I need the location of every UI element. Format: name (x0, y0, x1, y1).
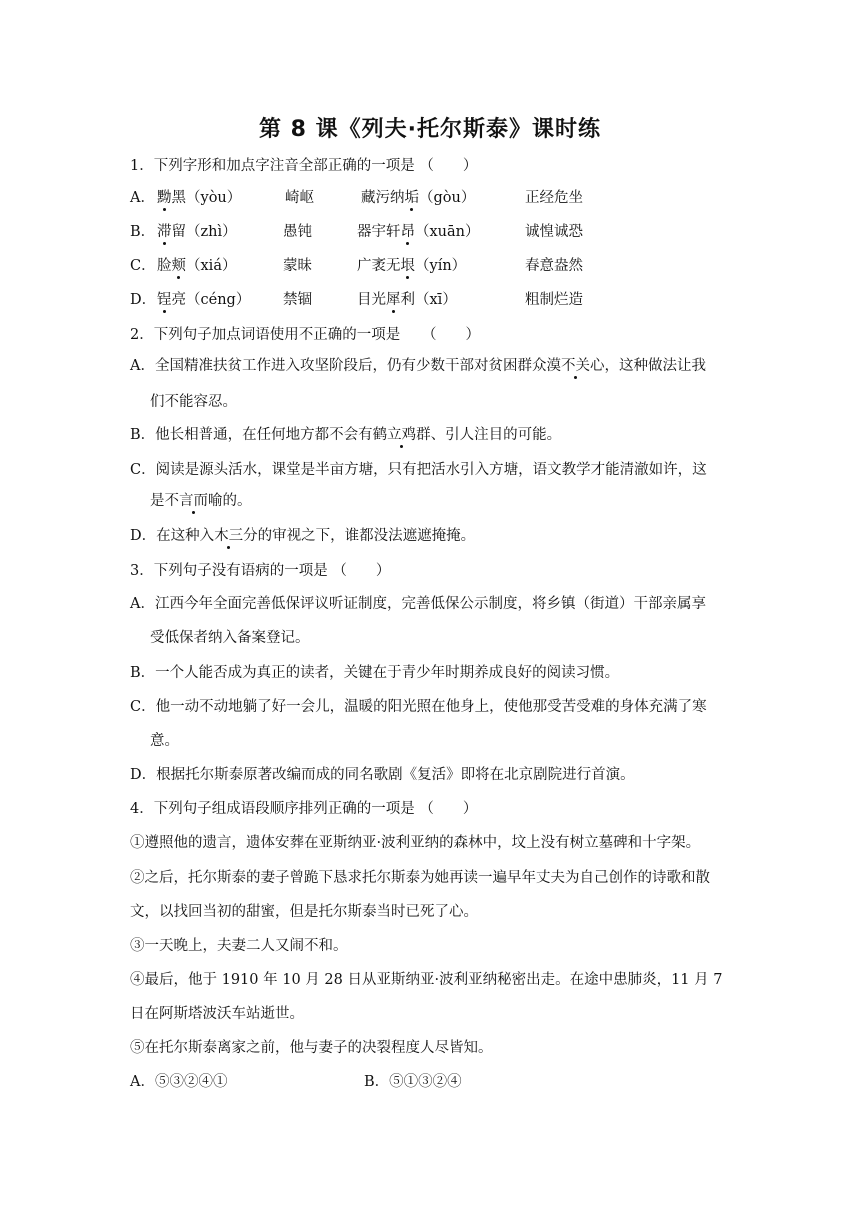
option-word-2: 愚钝 (283, 224, 312, 240)
option-word-3: 目光犀利（xī） (357, 292, 457, 308)
question-2-option-a-cont: 们不能容忍。 (150, 394, 237, 410)
option-word-2: 蒙昧 (283, 258, 312, 274)
option-label: B． (130, 224, 156, 240)
option-word-3: 器宇轩昂（xuān） (357, 224, 480, 240)
question-2-option-b: B．他长相普通，在任何地方都不会有鹤立鸡群、引人注目的可能。 (130, 427, 562, 443)
question-2-option-c-cont: 是不言而喻的。 (150, 493, 252, 509)
question-4-sentence-1: ①遵照他的遗言，遗体安葬在亚斯纳亚·波利亚纳的森林中，坟上没有树立墓碑和十字架。 (130, 835, 701, 851)
option-word-4: 正经危坐 (525, 190, 583, 206)
question-4-sentence-5: ⑤在托尔斯泰离家之前，他与妻子的决裂程度人尽皆知。 (130, 1040, 493, 1056)
question-2-stem: 2．下列句子加点词语使用不正确的一项是 （ ） (130, 327, 480, 343)
option-word-3: 藏污纳垢（gòu） (361, 190, 476, 206)
question-4-sentence-4: ④最后，他于 1910 年 10 月 28 日从亚斯纳亚·波利亚纳秘密出走。在途中患肺炎，11 月 7 (130, 972, 723, 988)
option-label: D． (130, 292, 157, 308)
option-label: C． (130, 258, 156, 274)
question-3-option-d: D．根据托尔斯泰原著改编而成的同名歌剧《复活》即将在北京剧院进行首演。 (130, 767, 635, 783)
option-word-1: 滞留（zhì） (157, 224, 237, 240)
question-3-stem: 3．下列句子没有语病的一项是 （ ） (130, 563, 391, 579)
question-4-sentence-3: ③一天晚上，夫妻二人又闹不和。 (130, 938, 348, 954)
option-word-2: 禁锢 (283, 292, 312, 308)
question-4-option-a: A．⑤③②④① (130, 1074, 228, 1090)
question-4-stem: 4．下列句子组成语段顺序排列正确的一项是 （ ） (130, 801, 478, 817)
option-label: A． (130, 190, 155, 206)
question-4-option-b: B．⑤①③②④ (364, 1074, 462, 1090)
question-2-option-a: A．全国精准扶贫工作进入攻坚阶段后，仍有少数干部对贫困群众漠不关心，这种做法让我 (130, 358, 706, 374)
option-word-4: 诚惶诚恐 (525, 224, 583, 240)
question-2-option-d: D．在这种入木三分的审视之下，谁都没法遮遮掩掩。 (130, 528, 476, 544)
question-1-stem: 1．下列字形和加点字注音全部正确的一项是 （ ） (130, 158, 478, 174)
question-3-option-c: C．他一动不动地躺了好一会儿，温暖的阳光照在他身上，使他那受苦受难的身体充满了寒 (130, 699, 707, 715)
option-word-1: 脸颊（xiá） (157, 258, 237, 274)
page-title: 第 8 课《列夫·托尔斯泰》课时练 (259, 117, 601, 142)
question-4-sentence-2-cont: 文，以找回当初的甜蜜，但是托尔斯泰当时已死了心。 (130, 904, 478, 920)
option-word-3: 广袤无垠（yín） (357, 258, 467, 274)
option-word-2: 崎岖 (285, 190, 314, 206)
question-3-option-b: B．一个人能否成为真正的读者，关键在于青少年时期养成良好的阅读习惯。 (130, 665, 620, 681)
option-word-4: 粗制烂造 (525, 292, 583, 308)
question-3-option-a: A．江西今年全面完善低保评议听证制度，完善低保公示制度，将乡镇（街道）干部亲属享 (130, 596, 706, 612)
question-3-option-a-cont: 受低保者纳入备案登记。 (150, 630, 310, 646)
question-4-sentence-2: ②之后，托尔斯泰的妻子曾跪下恳求托尔斯泰为她再读一遍早年丈夫为自己创作的诗歌和散 (130, 870, 710, 886)
option-word-4: 春意盎然 (525, 258, 583, 274)
option-word-1: 锃亮（céng） (157, 292, 251, 308)
question-2-option-c: C．阅读是源头活水，课堂是半亩方塘，只有把活水引入方塘，语文教学才能清澈如许，这 (130, 462, 707, 478)
option-word-1: 黝黑（yòu） (157, 190, 242, 206)
question-3-option-c-cont: 意。 (150, 733, 179, 749)
question-4-sentence-4-cont: 日在阿斯塔波沃车站逝世。 (130, 1006, 304, 1022)
